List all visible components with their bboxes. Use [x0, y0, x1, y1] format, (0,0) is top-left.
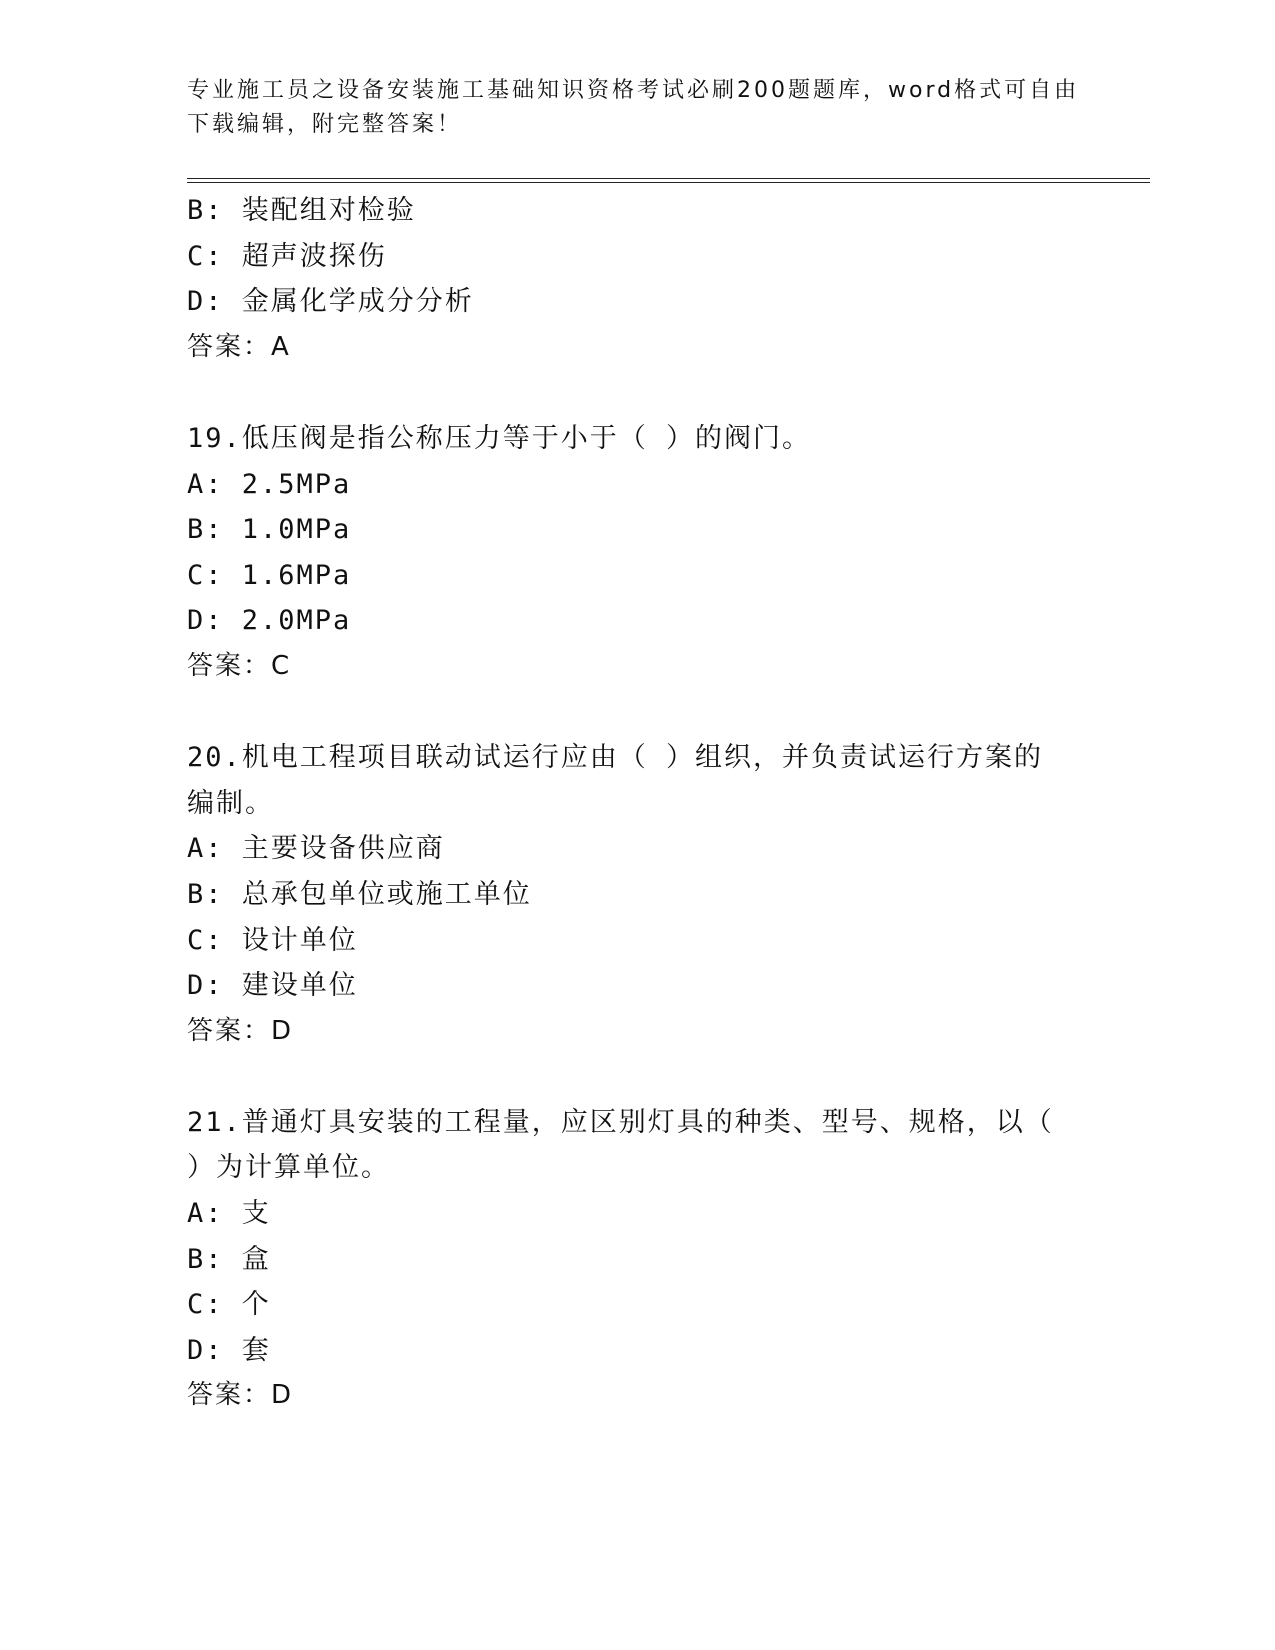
spacer: [187, 1054, 1087, 1100]
q21-question: 21.普通灯具安装的工程量，应区别灯具的种类、型号、规格，以（ ）为计算单位。: [187, 1106, 1054, 1184]
q18-option-d: D: 金属化学成分分析: [187, 286, 474, 318]
q18-option-c: C: 超声波探伤: [187, 240, 387, 272]
document-header-title: 专业施工员之设备安装施工基础知识资格考试必刷200题题库，word格式可自由下载编辑，附完整答案！: [187, 78, 1080, 137]
q20-question: 20.机电工程项目联动试运行应由（ ）组织，并负责试运行方案的编制。: [187, 742, 1044, 819]
q20-option-d: D: 建设单位: [187, 970, 358, 1002]
question-21-block: [187, 1100, 1087, 1419]
q20-option-a: A: 主要设备供应商: [187, 833, 445, 865]
spacer: [187, 370, 1087, 416]
q19-question: 19.低压阀是指公称压力等于小于（ ）的阀门。: [187, 422, 812, 454]
q19-answer: 答案：C: [187, 650, 292, 681]
q21-option-b: B: 盒: [187, 1243, 271, 1275]
question-list: [187, 188, 1087, 1419]
question-18-block: [187, 188, 1087, 370]
q20-option-b: B: 总承包单位或施工单位: [187, 878, 532, 910]
q21-option-c: C: 个: [187, 1289, 271, 1321]
q19-option-a: A: 2.5MPa: [187, 468, 352, 500]
question-20-block: [187, 735, 1087, 1054]
q20-answer: 答案：D: [187, 1015, 294, 1046]
q19-option-d: D: 2.0MPa: [187, 605, 352, 637]
q20-option-c: C: 设计单位: [187, 924, 358, 956]
q18-answer: 答案：A: [187, 331, 291, 362]
spacer: [187, 690, 1087, 736]
q21-option-d: D: 套: [187, 1334, 271, 1366]
q21-answer: 答案：D: [187, 1380, 294, 1411]
question-19-block: [187, 416, 1087, 690]
header-divider-bottom: [187, 182, 1150, 183]
header-divider-top: [187, 178, 1150, 179]
q21-option-a: A: 支: [187, 1198, 271, 1230]
q19-option-b: B: 1.0MPa: [187, 514, 352, 546]
q19-option-c: C: 1.6MPa: [187, 559, 352, 591]
q18-option-b: B: 装配组对检验: [187, 195, 416, 226]
